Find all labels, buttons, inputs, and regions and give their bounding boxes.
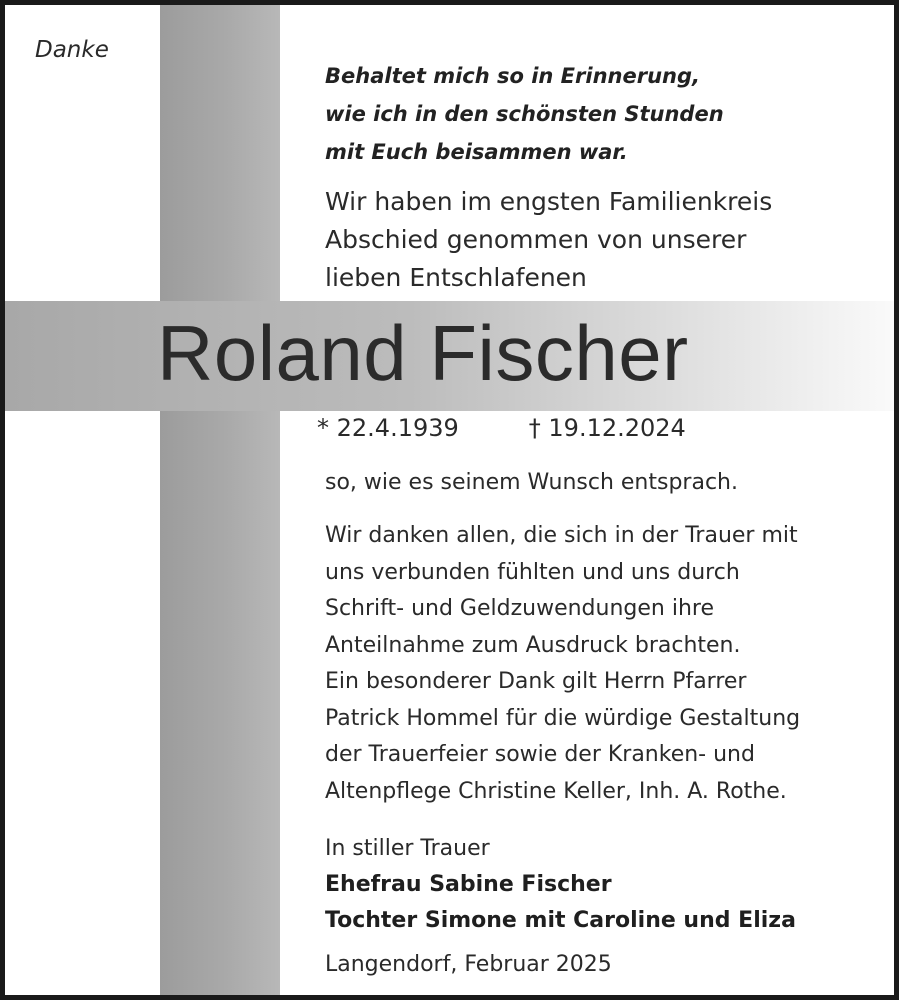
birth-date: * 22.4.1939 [317,414,459,442]
family-signatures [325,867,796,939]
place-and-date: Langendorf, Februar 2025 [325,952,612,977]
family-member: Tochter Simone mit Caroline und Eliza [325,908,796,933]
thanks-line: Ein besonderer Dank gilt Herrn Pfarrer [325,669,747,694]
thanks-paragraph [325,518,800,810]
thanks-line: Patrick Hommel für die würdige Gestaltung [325,705,801,731]
family-member: Ehefrau Sabine Fischer [325,872,612,897]
memorial-verse-line: mit Euch beisammen war. [325,140,628,164]
thanks-line: Schrift- und Geldzuwendungen ihre [325,596,714,621]
thanks-line: Anteilnahme zum Ausdruck brachten. [325,632,741,658]
memorial-verse [325,57,724,171]
deceased-name: Roland Fischer [157,309,689,397]
notice-category-tag: Danke [35,37,109,63]
wish-statement: so, wie es seinem Wunsch entsprach. [325,470,738,495]
memorial-verse-line: Behaltet mich so in Erinnerung, [325,64,700,88]
death-date: † 19.12.2024 [528,414,686,442]
thanks-line: Altenpflege Christine Keller, Inh. A. Rothe. [325,778,787,804]
memorial-verse-line: wie ich in den schönsten Stunden [325,102,724,126]
thanks-line: der Trauerfeier sowie der Kranken- und [325,742,755,767]
thanks-line: Wir danken allen, die sich in der Trauer mit [325,523,798,548]
thanks-line: uns verbunden fühlten und uns durch [325,559,740,585]
intro-line: lieben Entschlafenen [325,263,587,292]
intro-text [325,183,772,297]
cross-vertical-beam [160,5,280,1000]
intro-line: Wir haben im engsten Familienkreis [325,187,773,216]
life-dates [317,410,686,446]
mourning-heading: In stiller Trauer [325,836,490,861]
intro-line: Abschied genommen von unserer [325,225,747,254]
